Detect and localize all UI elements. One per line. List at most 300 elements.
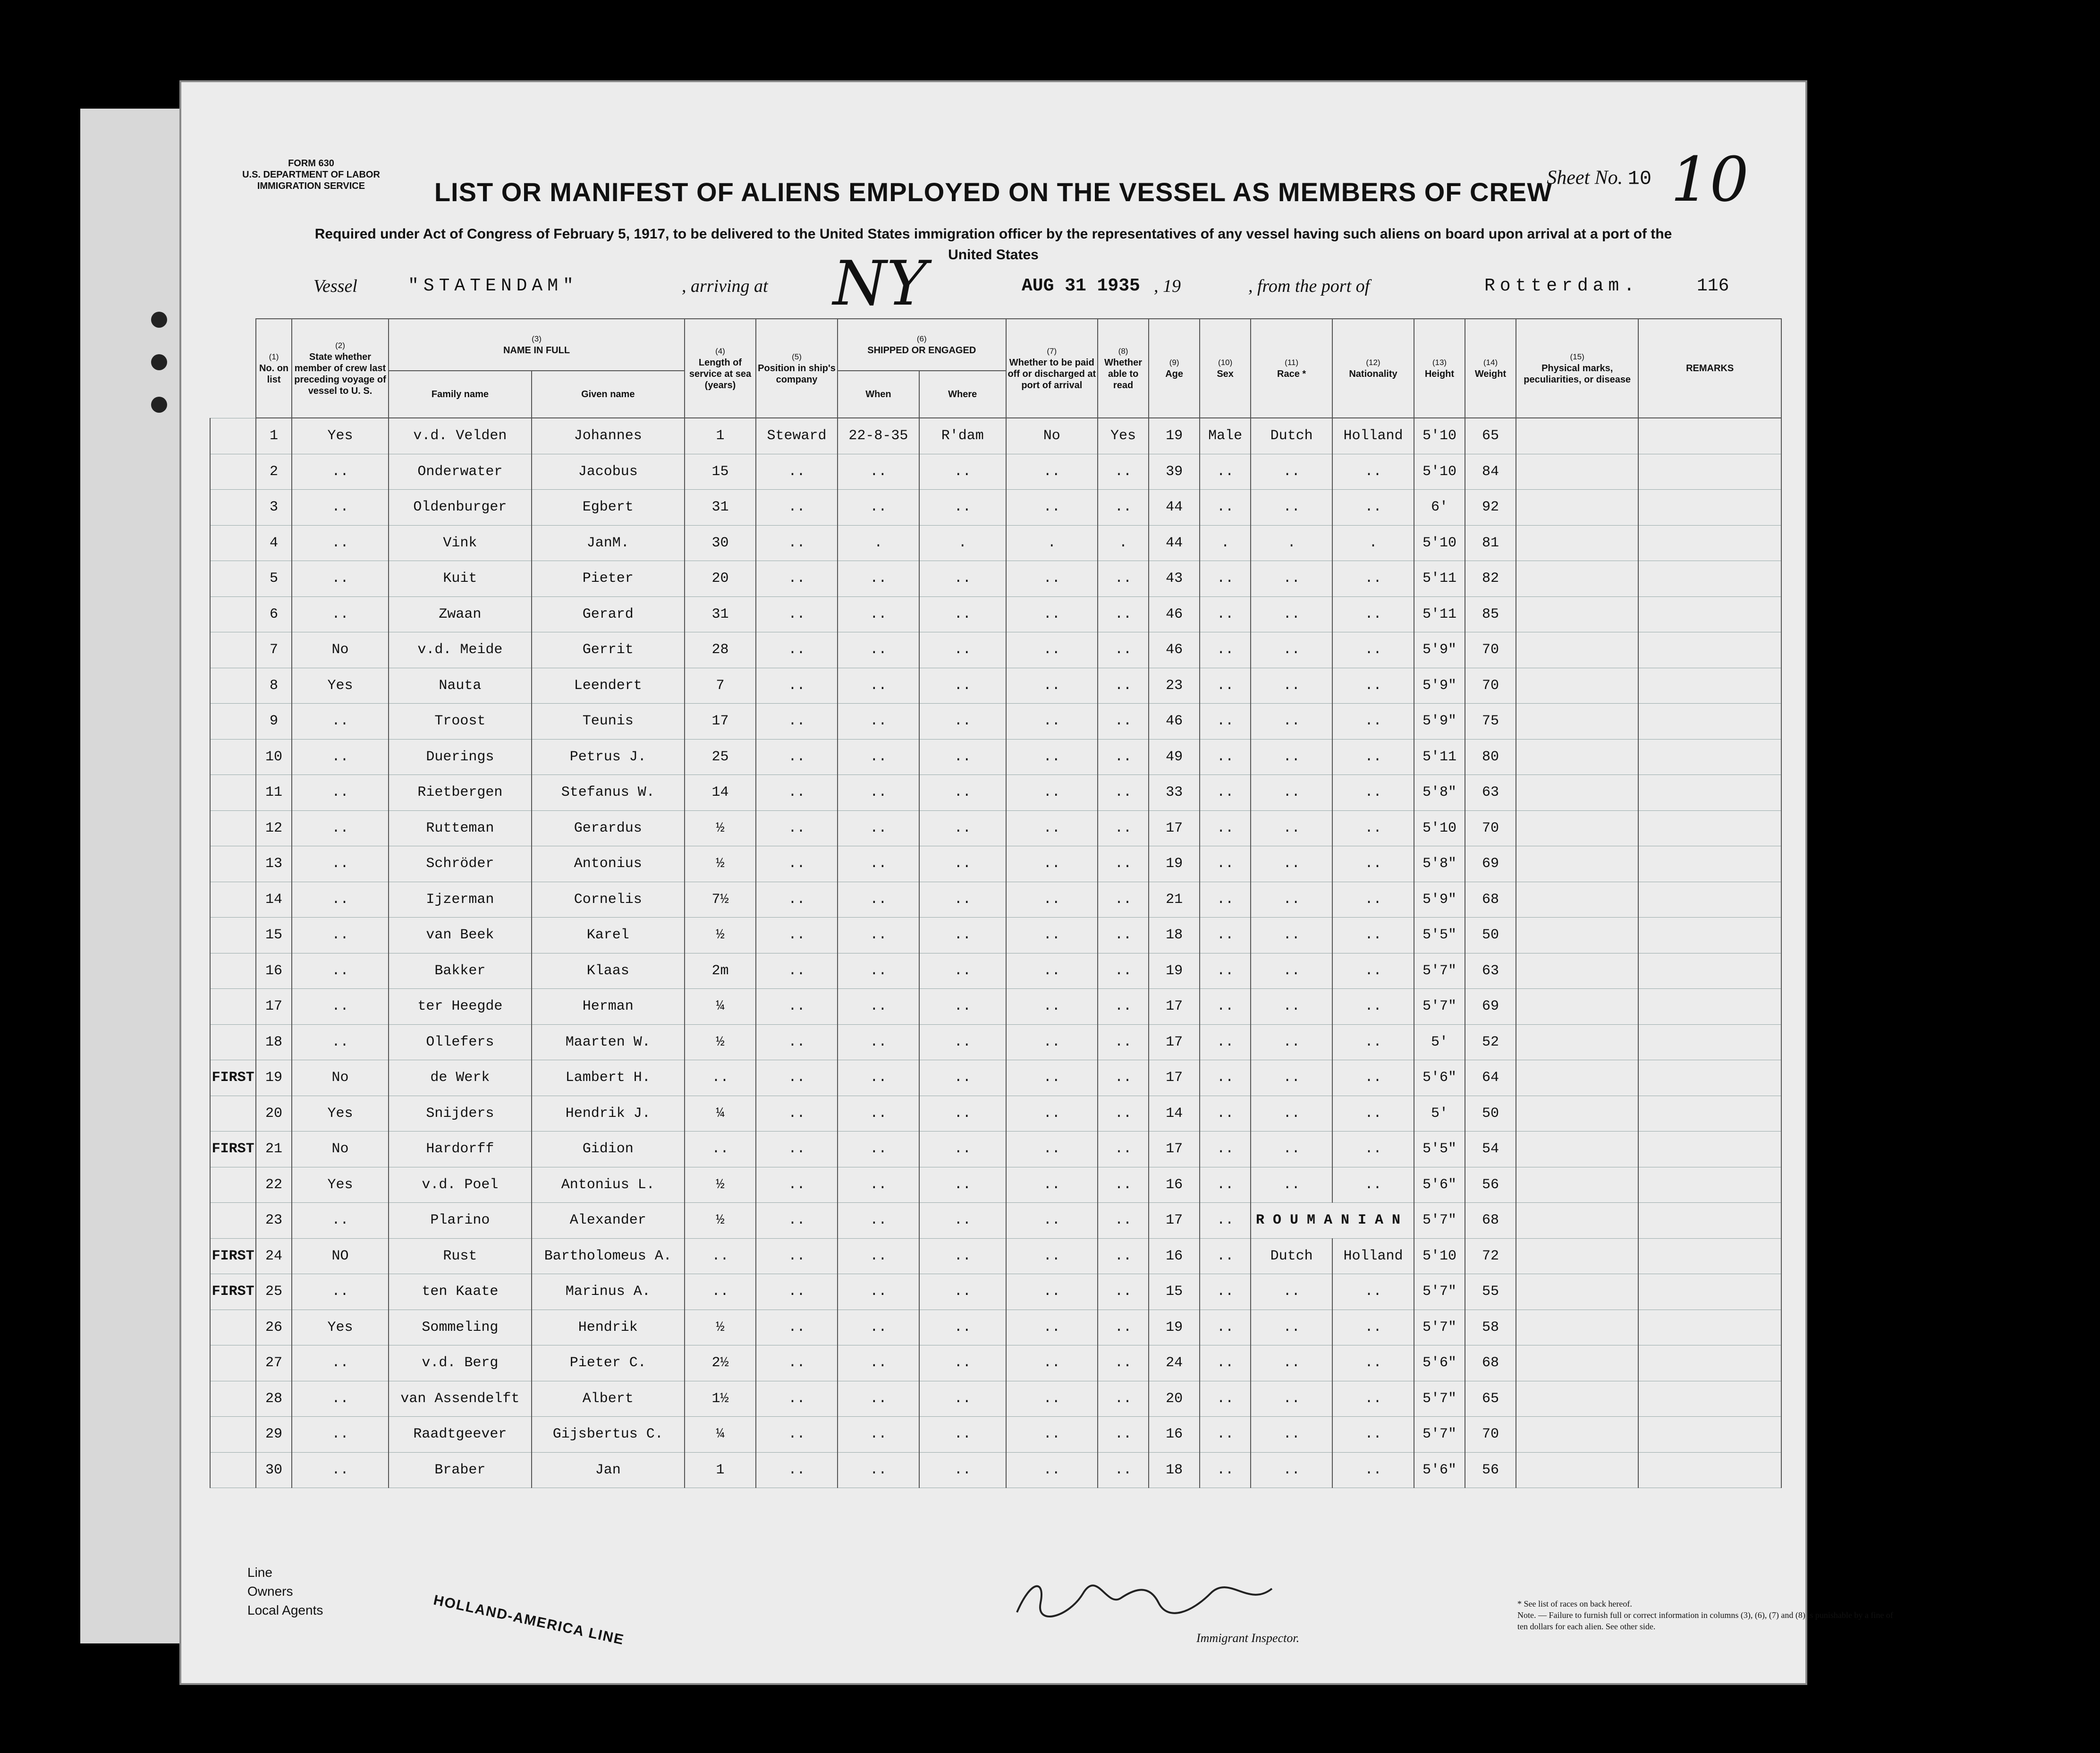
sea-service-cell: ½ bbox=[685, 1310, 756, 1345]
paid-off-cell: .. bbox=[1006, 1024, 1098, 1060]
race-cell: .. bbox=[1251, 632, 1332, 668]
col-position-header: (5) Position in ship's company bbox=[756, 319, 838, 418]
owners-label: Owners bbox=[247, 1584, 293, 1599]
weight-cell: 72 bbox=[1465, 1238, 1516, 1274]
family-name-cell: ten Kaate bbox=[389, 1274, 532, 1310]
nationality-cell: .. bbox=[1332, 1132, 1414, 1167]
table-row bbox=[210, 418, 1781, 454]
previous-voyage-cell: Yes bbox=[292, 668, 389, 704]
vessel-label: Vessel bbox=[313, 276, 357, 296]
shipped-where-cell: .. bbox=[919, 668, 1006, 704]
paid-off-cell: .. bbox=[1006, 1452, 1098, 1488]
given-name-cell: Bartholomeus A. bbox=[532, 1238, 685, 1274]
nationality-cell: .. bbox=[1332, 1167, 1414, 1203]
remarks-cell bbox=[1638, 1096, 1781, 1132]
shipped-when-cell: .. bbox=[838, 953, 919, 989]
position-cell: .. bbox=[756, 810, 838, 846]
position-cell: .. bbox=[756, 1203, 838, 1239]
able-to-read-cell: .. bbox=[1098, 1024, 1149, 1060]
row-number-cell: 24 bbox=[256, 1238, 292, 1274]
remarks-cell bbox=[1638, 454, 1781, 490]
family-name-cell: Ollefers bbox=[389, 1024, 532, 1060]
race-cell: .. bbox=[1251, 918, 1332, 953]
sea-service-cell: 20 bbox=[685, 561, 756, 597]
row-number-cell: 19 bbox=[256, 1060, 292, 1096]
table-row bbox=[210, 1132, 1781, 1167]
side-mark-cell bbox=[210, 882, 256, 918]
previous-voyage-cell: .. bbox=[292, 739, 389, 775]
given-name-cell: Cornelis bbox=[532, 882, 685, 918]
height-cell: 5'7" bbox=[1414, 1203, 1465, 1239]
family-name-cell: v.d. Meide bbox=[389, 632, 532, 668]
height-cell: 5'7" bbox=[1414, 1310, 1465, 1345]
position-cell: .. bbox=[756, 918, 838, 953]
given-name-cell: Leendert bbox=[532, 668, 685, 704]
previous-voyage-cell: .. bbox=[292, 882, 389, 918]
able-to-read-cell: .. bbox=[1098, 596, 1149, 632]
side-mark-cell bbox=[210, 632, 256, 668]
row-number-cell: 3 bbox=[256, 490, 292, 526]
shipped-where-cell: .. bbox=[919, 1310, 1006, 1345]
list-number: 116 bbox=[1697, 276, 1729, 296]
side-mark-cell: FIRST bbox=[210, 1238, 256, 1274]
side-mark-cell bbox=[210, 1345, 256, 1381]
nationality-cell: Holland bbox=[1332, 418, 1414, 454]
row-number-cell: 17 bbox=[256, 989, 292, 1025]
physical-marks-cell bbox=[1516, 1203, 1638, 1239]
nationality-cell: .. bbox=[1332, 668, 1414, 704]
weight-cell: 56 bbox=[1465, 1452, 1516, 1488]
shipped-when-cell: .. bbox=[838, 989, 919, 1025]
row-number-cell: 10 bbox=[256, 739, 292, 775]
side-mark-header bbox=[210, 319, 256, 418]
row-number-cell: 16 bbox=[256, 953, 292, 989]
race-cell: Dutch bbox=[1251, 1238, 1332, 1274]
shipped-where-cell: .. bbox=[919, 810, 1006, 846]
physical-marks-cell bbox=[1516, 882, 1638, 918]
sex-cell: .. bbox=[1200, 1238, 1251, 1274]
age-cell: 19 bbox=[1149, 846, 1200, 882]
given-name-cell: Gijsbertus C. bbox=[532, 1417, 685, 1453]
shipped-where-cell: .. bbox=[919, 561, 1006, 597]
age-cell: 18 bbox=[1149, 918, 1200, 953]
table-row bbox=[210, 596, 1781, 632]
sea-service-cell: ½ bbox=[685, 1024, 756, 1060]
shipped-when-cell: .. bbox=[838, 561, 919, 597]
height-cell: 5'7" bbox=[1414, 989, 1465, 1025]
nationality-cell: .. bbox=[1332, 632, 1414, 668]
nationality-cell: .. bbox=[1332, 1310, 1414, 1345]
paid-off-cell: .. bbox=[1006, 1203, 1098, 1239]
paid-off-cell: .. bbox=[1006, 882, 1098, 918]
age-cell: 23 bbox=[1149, 668, 1200, 704]
age-cell: 46 bbox=[1149, 632, 1200, 668]
paid-off-cell: .. bbox=[1006, 490, 1098, 526]
side-mark-cell bbox=[210, 1096, 256, 1132]
nationality-cell: .. bbox=[1332, 739, 1414, 775]
family-name-cell: Sommeling bbox=[389, 1310, 532, 1345]
side-mark-cell bbox=[210, 418, 256, 454]
previous-voyage-cell: .. bbox=[292, 918, 389, 953]
remarks-cell bbox=[1638, 418, 1781, 454]
remarks-cell bbox=[1638, 1238, 1781, 1274]
height-cell: 5'5" bbox=[1414, 918, 1465, 953]
shipped-when-cell: .. bbox=[838, 1417, 919, 1453]
race-cell: .. bbox=[1251, 668, 1332, 704]
race-cell: .. bbox=[1251, 704, 1332, 740]
race-cell: .. bbox=[1251, 810, 1332, 846]
side-mark-cell bbox=[210, 918, 256, 953]
sea-service-cell: 28 bbox=[685, 632, 756, 668]
sea-service-cell: 1 bbox=[685, 418, 756, 454]
side-mark-cell: FIRST bbox=[210, 1274, 256, 1310]
sea-service-cell: 25 bbox=[685, 739, 756, 775]
shipped-where-cell: .. bbox=[919, 882, 1006, 918]
able-to-read-cell: .. bbox=[1098, 668, 1149, 704]
paid-off-cell: .. bbox=[1006, 1345, 1098, 1381]
shipped-where-cell: .. bbox=[919, 1417, 1006, 1453]
nationality-cell: .. bbox=[1332, 1345, 1414, 1381]
previous-voyage-cell: .. bbox=[292, 525, 389, 561]
physical-marks-cell bbox=[1516, 704, 1638, 740]
race-cell: .. bbox=[1251, 1167, 1332, 1203]
age-cell: 17 bbox=[1149, 989, 1200, 1025]
nationality-cell: .. bbox=[1332, 1274, 1414, 1310]
given-name-cell: Pieter C. bbox=[532, 1345, 685, 1381]
age-cell: 20 bbox=[1149, 1381, 1200, 1417]
height-cell: 6' bbox=[1414, 490, 1465, 526]
remarks-cell bbox=[1638, 1132, 1781, 1167]
remarks-cell bbox=[1638, 668, 1781, 704]
sex-cell: .. bbox=[1200, 882, 1251, 918]
previous-voyage-cell: .. bbox=[292, 1381, 389, 1417]
sea-service-cell: 7½ bbox=[685, 882, 756, 918]
weight-cell: 85 bbox=[1465, 596, 1516, 632]
weight-cell: 50 bbox=[1465, 1096, 1516, 1132]
previous-voyage-cell: .. bbox=[292, 953, 389, 989]
vessel-name: "STATENDAM" bbox=[408, 276, 578, 296]
remarks-cell bbox=[1638, 739, 1781, 775]
nationality-cell: .. bbox=[1332, 561, 1414, 597]
crew-table bbox=[210, 318, 1782, 1488]
paid-off-cell: .. bbox=[1006, 1381, 1098, 1417]
race-cell: .. bbox=[1251, 454, 1332, 490]
shipped-where-cell: .. bbox=[919, 596, 1006, 632]
given-name-cell: Herman bbox=[532, 989, 685, 1025]
race-cell: .. bbox=[1251, 882, 1332, 918]
nationality-cell: .. bbox=[1332, 596, 1414, 632]
nationality-cell: .. bbox=[1332, 454, 1414, 490]
position-cell: .. bbox=[756, 668, 838, 704]
family-name-cell: Kuit bbox=[389, 561, 532, 597]
shipped-where-cell: .. bbox=[919, 490, 1006, 526]
age-cell: 17 bbox=[1149, 1060, 1200, 1096]
col-weight-header: (14) Weight bbox=[1465, 319, 1516, 418]
paid-off-cell: .. bbox=[1006, 1274, 1098, 1310]
nationality-cell: .. bbox=[1332, 882, 1414, 918]
height-cell: 5'6" bbox=[1414, 1060, 1465, 1096]
age-cell: 15 bbox=[1149, 1274, 1200, 1310]
manifest-sheet bbox=[179, 80, 1893, 1685]
paid-off-cell: .. bbox=[1006, 668, 1098, 704]
position-cell: .. bbox=[756, 1238, 838, 1274]
remarks-cell bbox=[1638, 596, 1781, 632]
family-name-cell: Plarino bbox=[389, 1203, 532, 1239]
previous-voyage-cell: .. bbox=[292, 454, 389, 490]
able-to-read-cell: .. bbox=[1098, 561, 1149, 597]
age-cell: 19 bbox=[1149, 1310, 1200, 1345]
sea-service-cell: 17 bbox=[685, 704, 756, 740]
previous-voyage-cell: .. bbox=[292, 810, 389, 846]
position-cell: .. bbox=[756, 1024, 838, 1060]
physical-marks-cell bbox=[1516, 1345, 1638, 1381]
age-cell: 17 bbox=[1149, 810, 1200, 846]
race-cell: .. bbox=[1251, 775, 1332, 811]
sea-service-cell: ¼ bbox=[685, 1417, 756, 1453]
row-number-cell: 26 bbox=[256, 1310, 292, 1345]
company-stamp: HOLLAND-AMERICA LINE bbox=[432, 1592, 626, 1648]
remarks-cell bbox=[1638, 882, 1781, 918]
previous-voyage-cell: .. bbox=[292, 1024, 389, 1060]
family-name-cell: Rust bbox=[389, 1238, 532, 1274]
previous-voyage-cell: .. bbox=[292, 1452, 389, 1488]
previous-voyage-cell: .. bbox=[292, 1274, 389, 1310]
side-mark-cell bbox=[210, 1381, 256, 1417]
physical-marks-cell bbox=[1516, 1060, 1638, 1096]
sex-cell: .. bbox=[1200, 596, 1251, 632]
shipped-when-cell: .. bbox=[838, 1132, 919, 1167]
able-to-read-cell: .. bbox=[1098, 989, 1149, 1025]
row-number-cell: 11 bbox=[256, 775, 292, 811]
remarks-cell bbox=[1638, 989, 1781, 1025]
sex-cell: .. bbox=[1200, 1417, 1251, 1453]
height-cell: 5'8" bbox=[1414, 775, 1465, 811]
shipped-when-cell: .. bbox=[838, 1167, 919, 1203]
side-mark-cell bbox=[210, 775, 256, 811]
able-to-read-cell: .. bbox=[1098, 1381, 1149, 1417]
physical-marks-cell bbox=[1516, 561, 1638, 597]
weight-cell: 70 bbox=[1465, 632, 1516, 668]
remarks-cell bbox=[1638, 1024, 1781, 1060]
row-number-cell: 14 bbox=[256, 882, 292, 918]
shipped-where-cell: .. bbox=[919, 1024, 1006, 1060]
race-cell: .. bbox=[1251, 1452, 1332, 1488]
physical-marks-cell bbox=[1516, 918, 1638, 953]
given-name-cell: Teunis bbox=[532, 704, 685, 740]
previous-voyage-cell: No bbox=[292, 1132, 389, 1167]
sex-cell: .. bbox=[1200, 1381, 1251, 1417]
physical-marks-cell bbox=[1516, 810, 1638, 846]
sheet-typed: 10 bbox=[1627, 167, 1652, 190]
sex-cell: .. bbox=[1200, 846, 1251, 882]
footer-notes bbox=[1517, 1598, 1895, 1632]
remarks-cell bbox=[1638, 704, 1781, 740]
position-cell: Steward bbox=[756, 418, 838, 454]
row-number-cell: 5 bbox=[256, 561, 292, 597]
table-row bbox=[210, 490, 1781, 526]
sea-service-cell: 2m bbox=[685, 953, 756, 989]
position-cell: .. bbox=[756, 1310, 838, 1345]
row-number-cell: 12 bbox=[256, 810, 292, 846]
table-row bbox=[210, 846, 1781, 882]
shipped-where-cell: .. bbox=[919, 846, 1006, 882]
shipped-where-cell: . bbox=[919, 525, 1006, 561]
shipped-where-cell: .. bbox=[919, 739, 1006, 775]
position-cell: .. bbox=[756, 454, 838, 490]
col-shipped-header: (6) SHIPPED OR ENGAGED bbox=[838, 319, 1006, 371]
table-row bbox=[210, 953, 1781, 989]
sea-service-cell: ½ bbox=[685, 1203, 756, 1239]
page-subtitle: Required under Act of Congress of February 5, 1917, to be delivered to the United States immigration officer by the representatives of any vessel having such aliens on board upon arrival at a port of the United States bbox=[314, 226, 1672, 263]
able-to-read-cell: .. bbox=[1098, 1096, 1149, 1132]
previous-voyage-cell: No bbox=[292, 1060, 389, 1096]
height-cell: 5'11 bbox=[1414, 739, 1465, 775]
paid-off-cell: .. bbox=[1006, 775, 1098, 811]
table-row bbox=[210, 632, 1781, 668]
paid-off-cell: .. bbox=[1006, 1167, 1098, 1203]
shipped-where-cell: .. bbox=[919, 1274, 1006, 1310]
family-name-cell: Rutteman bbox=[389, 810, 532, 846]
physical-marks-cell bbox=[1516, 1167, 1638, 1203]
paid-off-cell: .. bbox=[1006, 1238, 1098, 1274]
nationality-cell: Holland bbox=[1332, 1238, 1414, 1274]
col-race-header: (11) Race * bbox=[1251, 319, 1332, 418]
side-mark-cell bbox=[210, 525, 256, 561]
paid-off-cell: .. bbox=[1006, 739, 1098, 775]
col-age-header: (9) Age bbox=[1149, 319, 1200, 418]
table-row bbox=[210, 1024, 1781, 1060]
binder-hole bbox=[151, 354, 167, 370]
side-mark-cell bbox=[210, 704, 256, 740]
nationality-cell: .. bbox=[1332, 1452, 1414, 1488]
able-to-read-cell: .. bbox=[1098, 1203, 1149, 1239]
table-row bbox=[210, 1203, 1781, 1239]
remarks-cell bbox=[1638, 525, 1781, 561]
side-mark-cell bbox=[210, 1452, 256, 1488]
remarks-cell bbox=[1638, 1060, 1781, 1096]
row-number-cell: 7 bbox=[256, 632, 292, 668]
race-cell: ROUMANIAN bbox=[1251, 1203, 1414, 1239]
shipped-when-cell: .. bbox=[838, 775, 919, 811]
row-number-cell: 22 bbox=[256, 1167, 292, 1203]
age-cell: 16 bbox=[1149, 1167, 1200, 1203]
family-name-cell: de Werk bbox=[389, 1060, 532, 1096]
weight-cell: 63 bbox=[1465, 953, 1516, 989]
physical-marks-cell bbox=[1516, 1238, 1638, 1274]
previous-voyage-cell: .. bbox=[292, 490, 389, 526]
binder-hole bbox=[151, 312, 167, 328]
height-cell: 5'8" bbox=[1414, 846, 1465, 882]
position-cell: .. bbox=[756, 953, 838, 989]
sea-service-cell: 1 bbox=[685, 1452, 756, 1488]
year-label: , 19 bbox=[1154, 276, 1181, 296]
inspector-label: Immigrant Inspector. bbox=[1196, 1631, 1300, 1645]
shipped-when-cell: .. bbox=[838, 1345, 919, 1381]
able-to-read-cell: .. bbox=[1098, 739, 1149, 775]
family-name-cell: ter Heegde bbox=[389, 989, 532, 1025]
shipped-where-cell: .. bbox=[919, 632, 1006, 668]
age-cell: 44 bbox=[1149, 525, 1200, 561]
given-name-cell: Petrus J. bbox=[532, 739, 685, 775]
weight-cell: 70 bbox=[1465, 668, 1516, 704]
remarks-cell bbox=[1638, 846, 1781, 882]
height-cell: 5'5" bbox=[1414, 1132, 1465, 1167]
remarks-cell bbox=[1638, 490, 1781, 526]
position-cell: .. bbox=[756, 1417, 838, 1453]
age-cell: 39 bbox=[1149, 454, 1200, 490]
sea-service-cell: 2½ bbox=[685, 1345, 756, 1381]
remarks-cell bbox=[1638, 953, 1781, 989]
sea-service-cell: 31 bbox=[685, 596, 756, 632]
age-cell: 19 bbox=[1149, 418, 1200, 454]
position-cell: .. bbox=[756, 561, 838, 597]
nationality-cell: .. bbox=[1332, 846, 1414, 882]
penalty-note: Note. — Failure to furnish full or correct information in columns (3), (6), (7) and (8) is punishable by a fine of ten dollars for each alien. See other side. bbox=[1517, 1610, 1893, 1631]
race-cell: .. bbox=[1251, 1345, 1332, 1381]
previous-voyage-cell: Yes bbox=[292, 1167, 389, 1203]
paid-off-cell: .. bbox=[1006, 846, 1098, 882]
physical-marks-cell bbox=[1516, 668, 1638, 704]
able-to-read-cell: .. bbox=[1098, 953, 1149, 989]
previous-voyage-cell: Yes bbox=[292, 418, 389, 454]
position-cell: .. bbox=[756, 1274, 838, 1310]
physical-marks-cell bbox=[1516, 596, 1638, 632]
row-number-cell: 27 bbox=[256, 1345, 292, 1381]
age-cell: 46 bbox=[1149, 704, 1200, 740]
physical-marks-cell bbox=[1516, 953, 1638, 989]
side-mark-cell: FIRST bbox=[210, 1132, 256, 1167]
family-name-cell: van Beek bbox=[389, 918, 532, 953]
family-name-cell: van Assendelft bbox=[389, 1381, 532, 1417]
sea-service-cell: 15 bbox=[685, 454, 756, 490]
able-to-read-cell: .. bbox=[1098, 704, 1149, 740]
paid-off-cell: No bbox=[1006, 418, 1098, 454]
col-service-header: (4) Length of service at sea (years) bbox=[685, 319, 756, 418]
shipped-when-cell: .. bbox=[838, 1274, 919, 1310]
page-title: LIST OR MANIFEST OF ALIENS EMPLOYED ON THE VESSEL AS MEMBERS OF CREW bbox=[434, 177, 1553, 207]
position-cell: .. bbox=[756, 1381, 838, 1417]
shipped-when-cell: .. bbox=[838, 668, 919, 704]
remarks-cell bbox=[1638, 810, 1781, 846]
race-cell: .. bbox=[1251, 1024, 1332, 1060]
shipped-when-cell: .. bbox=[838, 490, 919, 526]
sex-cell: . bbox=[1200, 525, 1251, 561]
nationality-cell: .. bbox=[1332, 704, 1414, 740]
shipped-where-cell: R'dam bbox=[919, 418, 1006, 454]
height-cell: 5'11 bbox=[1414, 561, 1465, 597]
age-cell: 33 bbox=[1149, 775, 1200, 811]
sex-cell: .. bbox=[1200, 1203, 1251, 1239]
weight-cell: 69 bbox=[1465, 846, 1516, 882]
side-mark-cell bbox=[210, 1024, 256, 1060]
given-name-cell: Karel bbox=[532, 918, 685, 953]
physical-marks-cell bbox=[1516, 490, 1638, 526]
sea-service-cell: 1½ bbox=[685, 1381, 756, 1417]
given-name-cell: Gerard bbox=[532, 596, 685, 632]
weight-cell: 84 bbox=[1465, 454, 1516, 490]
age-cell: 24 bbox=[1149, 1345, 1200, 1381]
family-name-cell: Braber bbox=[389, 1452, 532, 1488]
nationality-cell: .. bbox=[1332, 1060, 1414, 1096]
weight-cell: 50 bbox=[1465, 918, 1516, 953]
department-name: U.S. DEPARTMENT OF LABOR bbox=[242, 170, 380, 180]
sex-cell: .. bbox=[1200, 490, 1251, 526]
height-cell: 5'10 bbox=[1414, 418, 1465, 454]
nationality-cell: .. bbox=[1332, 1024, 1414, 1060]
position-cell: .. bbox=[756, 596, 838, 632]
sex-cell: .. bbox=[1200, 454, 1251, 490]
col-family-name-header: Family name bbox=[389, 371, 532, 418]
